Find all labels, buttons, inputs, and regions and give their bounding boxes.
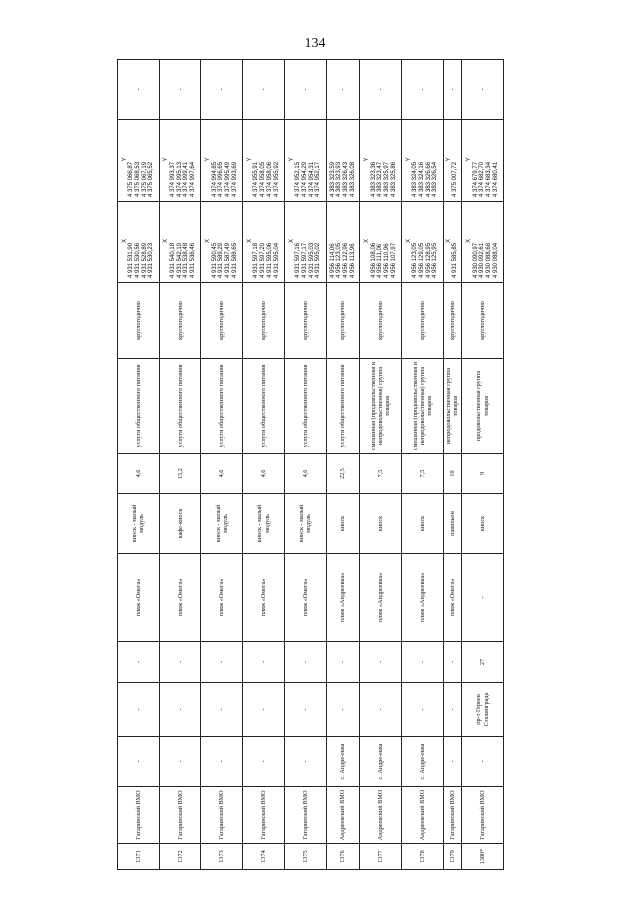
coordinate-value: 4 374 995,49 xyxy=(225,161,232,197)
coordinate-value: 4 383 325,97 xyxy=(384,161,391,197)
coordinate-axis-label: X xyxy=(163,239,170,244)
cell-area: 15,2 xyxy=(159,454,201,494)
cell-coordinates-y xyxy=(402,120,444,202)
cell-number: 1375 xyxy=(284,844,326,870)
table-rotated-container xyxy=(117,60,504,870)
coordinate-value: 4 374 958,06 xyxy=(266,161,273,197)
cell-locality: - xyxy=(462,737,504,787)
cell-district: Андреевский ВМО xyxy=(402,787,444,844)
coordinate-value: 4 931 587,49 xyxy=(225,242,232,278)
cell-place: пляж «Омега» xyxy=(201,554,243,642)
coordinate-axis-label: Y xyxy=(405,157,412,162)
cell-locality: с. Андре-евка xyxy=(360,737,402,787)
cell-specialization: непродовольственная группа товаров xyxy=(443,359,461,454)
coordinate-value: 4 374 682,70 xyxy=(479,161,486,197)
coordinate-value: 4 383 323,47 xyxy=(377,161,384,197)
cell-locality: - xyxy=(159,737,201,787)
coordinate-value: 4 956 122,96 xyxy=(342,242,349,278)
coordinate-value: 4 931 528,89 xyxy=(141,242,148,278)
coordinate-value: 4 931 595,04 xyxy=(273,242,280,278)
cell-coordinates-x xyxy=(360,202,402,283)
coordinate-value: 4 374 952,17 xyxy=(315,161,322,197)
coordinate-value: 4 931 530,23 xyxy=(148,242,155,278)
coordinate-axis-label: Y xyxy=(121,157,128,162)
cell-locality: - xyxy=(201,737,243,787)
cell-note: - xyxy=(159,60,201,120)
coordinate-value: 4 931 542,19 xyxy=(176,242,183,278)
cell-specialization: услуги общественного питания xyxy=(201,359,243,454)
cell-coordinates-x xyxy=(462,202,504,283)
coordinate-axis-label: Y xyxy=(246,157,253,162)
coordinate-value: 4 931 597,20 xyxy=(260,242,267,278)
cell-district: Гагаринский ВМО xyxy=(201,787,243,844)
cell-area: 9 xyxy=(462,454,504,494)
cell-area: 7,5 xyxy=(402,454,444,494)
coordinate-value: 4 383 323,93 xyxy=(336,161,343,197)
cell-object-type: кафе-киоск xyxy=(159,494,201,554)
cell-place: пляж «Омега» xyxy=(284,554,326,642)
cell-number: 1372 xyxy=(159,844,201,870)
coordinate-value: 4 374 996,65 xyxy=(218,161,225,197)
cell-coordinates-x xyxy=(402,202,444,283)
coordinate-axis-label: X xyxy=(445,239,452,244)
coordinate-value: 4 374 997,64 xyxy=(190,161,197,197)
coordinate-value: 4 956 111,06 xyxy=(377,243,384,278)
cell-specialization: услуги общественного питания xyxy=(118,359,160,454)
coordinate-value: 4 931 531,90 xyxy=(128,242,135,278)
cell-note: - xyxy=(360,60,402,120)
cell-specialization: смешанная (продовольственная и непродовольственная) группа товаров xyxy=(360,359,402,454)
coordinate-value: 4 956 128,95 xyxy=(425,242,432,278)
coordinate-value: 4 931 585,85 xyxy=(452,242,459,278)
table-row xyxy=(326,60,360,870)
cell-district: Андреевский ВМО xyxy=(326,787,360,844)
coordinate-value: 4 956 129,05 xyxy=(419,242,426,278)
cell-coordinates-x xyxy=(326,202,360,283)
cell-street: - xyxy=(360,683,402,737)
coordinate-value: 4 375 067,19 xyxy=(141,161,148,197)
coordinate-value: 4 931 536,46 xyxy=(190,242,197,278)
cell-house: - xyxy=(284,642,326,683)
cell-specialization: услуги общественного питания xyxy=(243,359,285,454)
coordinate-value: 4 374 679,77 xyxy=(472,161,479,197)
cell-note: - xyxy=(201,60,243,120)
coordinate-value: 4 383 323,59 xyxy=(329,161,336,197)
cell-place: пляж «Омега» xyxy=(159,554,201,642)
coordinate-axis-label: X xyxy=(205,239,212,244)
cell-note: - xyxy=(284,60,326,120)
cell-street: - xyxy=(284,683,326,737)
coordinate-value: 4 374 995,13 xyxy=(176,161,183,197)
cell-area: 4,6 xyxy=(243,454,285,494)
cell-street: - xyxy=(201,683,243,737)
cell-coordinates-y xyxy=(243,120,285,202)
coordinate-value: 4 930 092,61 xyxy=(479,242,486,278)
cell-district: Гагаринский ВМО xyxy=(462,787,504,844)
coordinate-axis-label: Y xyxy=(163,157,170,162)
coordinate-axis-label: Y xyxy=(205,157,212,162)
cell-place: пляж «Омега» xyxy=(443,554,461,642)
cell-area: 4,6 xyxy=(118,454,160,494)
cell-district: Гагаринский ВМО xyxy=(284,787,326,844)
cell-district: Андреевский ВМО xyxy=(360,787,402,844)
coordinate-value: 4 930 088,68 xyxy=(485,242,492,278)
coordinate-value: 4 374 954,31 xyxy=(308,161,315,197)
cell-coordinates-x xyxy=(284,202,326,283)
cell-place: пляж «Андреевка» xyxy=(326,554,360,642)
coordinate-value: 4 374 952,15 xyxy=(295,161,302,197)
cell-area: 4,6 xyxy=(201,454,243,494)
cell-coordinates-y xyxy=(326,120,360,202)
coordinate-value: 4 931 597,16 xyxy=(295,242,302,278)
coordinate-value: 4 956 123,05 xyxy=(336,242,343,278)
cell-place: пляж «Андреевка» xyxy=(360,554,402,642)
coordinate-axis-label: X xyxy=(363,239,370,244)
coordinate-value: 4 383 326,54 xyxy=(432,161,439,197)
cell-coordinates-y xyxy=(284,120,326,202)
cell-note: - xyxy=(118,60,160,120)
cell-period: круглогодично xyxy=(360,283,402,359)
coordinate-value: 4 374 993,37 xyxy=(170,161,177,197)
cell-coordinates-y xyxy=(201,120,243,202)
coordinate-value: 4 931 588,65 xyxy=(231,242,238,278)
cell-specialization: смешанная (продовольственная и непродовольственная) группа товаров xyxy=(402,359,444,454)
cell-locality: с. Андре-евка xyxy=(326,737,360,787)
coordinate-value: 4 374 993,69 xyxy=(231,161,238,197)
cell-period: круглогодично xyxy=(462,283,504,359)
cell-locality: - xyxy=(443,737,461,787)
coordinate-value: 4 375 066,87 xyxy=(128,161,135,197)
cell-object-type: киоск - малый модуль xyxy=(201,494,243,554)
cell-street: - xyxy=(326,683,360,737)
coordinate-value: 4 931 595,03 xyxy=(308,242,315,278)
coordinate-axis-label: Y xyxy=(288,157,295,162)
cell-number: 1373 xyxy=(201,844,243,870)
cell-house: - xyxy=(360,642,402,683)
coordinate-value: 4 956 125,95 xyxy=(432,242,439,278)
table-row xyxy=(159,60,201,870)
coordinate-value: 4 383 325,86 xyxy=(390,161,397,197)
coordinate-value: 4 931 540,18 xyxy=(170,242,177,278)
coordinate-value: 4 383 326,43 xyxy=(342,161,349,197)
coordinate-value: 4 375 007,72 xyxy=(452,161,459,197)
coordinate-axis-label: X xyxy=(405,239,412,244)
cell-note: - xyxy=(326,60,360,120)
coordinate-axis-label: X xyxy=(465,239,472,244)
coordinate-value: 4 931 595,02 xyxy=(315,242,322,278)
cell-street: - xyxy=(243,683,285,737)
cell-note: - xyxy=(243,60,285,120)
cell-district: Гагаринский ВМО xyxy=(443,787,461,844)
cell-object-type: киоск xyxy=(360,494,402,554)
cell-area: 7,5 xyxy=(360,454,402,494)
table-row xyxy=(402,60,444,870)
cell-coordinates-y xyxy=(118,120,160,202)
coordinate-axis-label: X xyxy=(121,239,128,244)
registry-table-body xyxy=(118,60,504,870)
page-number: 134 xyxy=(304,36,326,51)
cell-coordinates-x xyxy=(118,202,160,283)
coordinate-value: 4 956 108,06 xyxy=(370,242,377,278)
coordinate-value: 4 931 597,17 xyxy=(301,242,308,278)
cell-house: - xyxy=(243,642,285,683)
cell-locality: - xyxy=(118,737,160,787)
coordinate-value: 4 931 589,29 xyxy=(218,242,225,278)
cell-specialization: услуги общественного питания xyxy=(326,359,360,454)
cell-object-type: киоск xyxy=(402,494,444,554)
registry-table xyxy=(117,59,504,870)
coordinate-value: 4 374 999,41 xyxy=(183,161,190,197)
coordinate-axis-label: Y xyxy=(363,157,370,162)
table-row xyxy=(462,60,504,870)
cell-street: пр-т Героев Сталинграда xyxy=(462,683,504,737)
coordinate-value: 4 374 680,41 xyxy=(492,161,499,197)
cell-number: 1371 xyxy=(118,844,160,870)
cell-district: Гагаринский ВМО xyxy=(243,787,285,844)
coordinate-value: 4 375 065,52 xyxy=(148,161,155,197)
cell-object-type: павильон xyxy=(443,494,461,554)
cell-house: - xyxy=(118,642,160,683)
coordinate-value: 4 383 324,05 xyxy=(412,161,419,197)
cell-specialization: продовольственная группа товаров xyxy=(462,359,504,454)
cell-street: - xyxy=(443,683,461,737)
coordinate-axis-label: X xyxy=(246,239,253,244)
cell-period: круглогодично xyxy=(284,283,326,359)
cell-coordinates-x xyxy=(443,202,461,283)
coordinate-value: 4 383 326,08 xyxy=(349,161,356,197)
cell-house: - xyxy=(201,642,243,683)
table-row xyxy=(443,60,461,870)
coordinate-value: 4 375 068,53 xyxy=(135,161,141,197)
cell-note: - xyxy=(462,60,504,120)
coordinate-value: 4 931 530,56 xyxy=(135,242,141,278)
cell-street: - xyxy=(159,683,201,737)
coordinate-value: 4 956 123,05 xyxy=(412,242,419,278)
cell-locality: с. Андре-евка xyxy=(402,737,444,787)
cell-coordinates-x xyxy=(243,202,285,283)
coordinate-value: 4 374 958,05 xyxy=(260,161,267,197)
coordinate-axis-label: X xyxy=(288,239,295,244)
cell-place: пляж «Андреевка» xyxy=(402,554,444,642)
coordinate-value: 4 956 107,97 xyxy=(390,242,397,278)
cell-place: - xyxy=(462,554,504,642)
cell-place: пляж «Омега» xyxy=(118,554,160,642)
cell-locality: - xyxy=(243,737,285,787)
cell-street: - xyxy=(402,683,444,737)
cell-coordinates-x xyxy=(159,202,201,283)
cell-object-type: киоск xyxy=(462,494,504,554)
coordinate-value: 4 383 324,16 xyxy=(419,161,426,197)
coordinate-value: 4 383 323,36 xyxy=(370,161,377,197)
table-row xyxy=(360,60,402,870)
cell-house: 27 xyxy=(462,642,504,683)
coordinate-value: 4 930 090,97 xyxy=(472,242,479,278)
coordinate-value: 4 931 595,06 xyxy=(266,242,273,278)
cell-area: 10 xyxy=(443,454,461,494)
cell-house: - xyxy=(326,642,360,683)
coordinate-value: 4 956 110,96 xyxy=(384,243,391,278)
cell-note: - xyxy=(402,60,444,120)
cell-house: - xyxy=(443,642,461,683)
cell-period: круглогодично xyxy=(402,283,444,359)
coordinate-value: 4 374 954,29 xyxy=(301,161,308,197)
cell-period: круглогодично xyxy=(201,283,243,359)
cell-number: 1376 xyxy=(326,844,360,870)
coordinate-value: 4 930 088,04 xyxy=(492,242,499,278)
coordinate-axis-label: Y xyxy=(445,157,452,162)
coordinate-value: 4 931 538,48 xyxy=(183,242,190,278)
table-row xyxy=(243,60,285,870)
coordinate-value: 4 374 955,92 xyxy=(273,161,280,197)
coordinate-value: 4 931 597,18 xyxy=(253,242,260,278)
cell-object-type: киоск xyxy=(326,494,360,554)
cell-object-type: киоск - малый модуль xyxy=(118,494,160,554)
coordinate-value: 4 383 326,66 xyxy=(425,161,432,197)
cell-number: 1380* xyxy=(462,844,504,870)
cell-number: 1379 xyxy=(443,844,461,870)
coordinate-value: 4 374 955,91 xyxy=(253,161,260,197)
cell-number: 1377 xyxy=(360,844,402,870)
cell-period: круглогодично xyxy=(326,283,360,359)
cell-house: - xyxy=(159,642,201,683)
cell-district: Гагаринский ВМО xyxy=(159,787,201,844)
coordinate-value: 4 374 683,34 xyxy=(485,161,492,197)
cell-locality: - xyxy=(284,737,326,787)
cell-area: 4,6 xyxy=(284,454,326,494)
cell-period: круглогодично xyxy=(243,283,285,359)
cell-coordinates-y xyxy=(462,120,504,202)
cell-specialization: услуги общественного питания xyxy=(159,359,201,454)
cell-object-type: киоск - малый модуль xyxy=(284,494,326,554)
coordinate-value: 4 374 994,85 xyxy=(211,161,218,197)
coordinate-value: 4 931 590,45 xyxy=(211,242,218,278)
table-row xyxy=(118,60,160,870)
cell-number: 1374 xyxy=(243,844,285,870)
cell-district: Гагаринский ВМО xyxy=(118,787,160,844)
cell-coordinates-y xyxy=(443,120,461,202)
cell-period: круглогодично xyxy=(118,283,160,359)
cell-specialization: услуги общественного питания xyxy=(284,359,326,454)
cell-street: - xyxy=(118,683,160,737)
cell-period: круглогодично xyxy=(443,283,461,359)
coordinate-value: 4 956 113,96 xyxy=(349,243,356,278)
cell-period: круглогодично xyxy=(159,283,201,359)
coordinate-value: 4 956 114,06 xyxy=(329,243,336,278)
cell-coordinates-y xyxy=(159,120,201,202)
cell-object-type: киоск - малый модуль xyxy=(243,494,285,554)
cell-area: 22,5 xyxy=(326,454,360,494)
cell-number: 1378 xyxy=(402,844,444,870)
cell-note: - xyxy=(443,60,461,120)
cell-place: пляж «Омега» xyxy=(243,554,285,642)
cell-coordinates-x xyxy=(201,202,243,283)
cell-coordinates-y xyxy=(360,120,402,202)
table-row xyxy=(201,60,243,870)
coordinate-axis-label: Y xyxy=(465,157,472,162)
cell-house: - xyxy=(402,642,444,683)
table-row xyxy=(284,60,326,870)
